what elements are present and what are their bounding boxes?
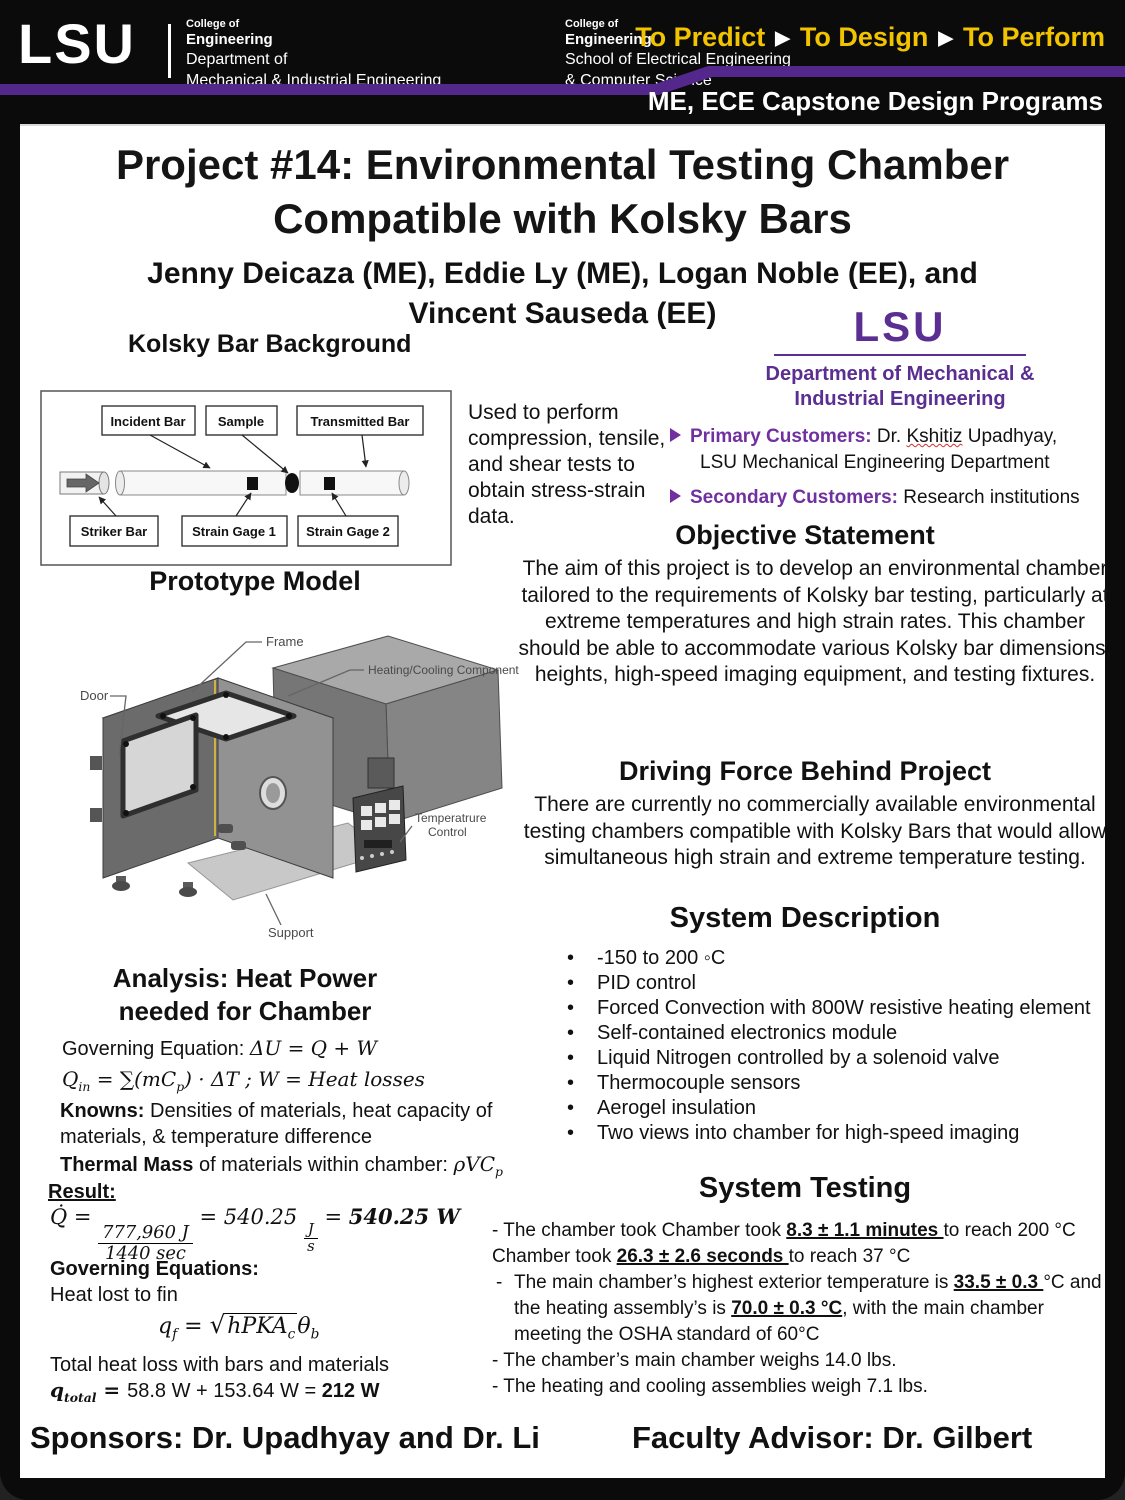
text-block <box>514 1270 1114 1348</box>
panel-bracket <box>368 758 394 788</box>
driving-force-text: There are currently no commercially available environmental testing chambers compatible with Kolsky Bars that would allow simultaneous high strain and extreme temperature testing. <box>523 793 1107 869</box>
primary-customers-line2: LSU Mechanical Engineering Department <box>700 452 1050 473</box>
bolt-icon <box>160 713 166 719</box>
test-result-line <box>492 1218 1114 1244</box>
highlighted-value: 8.3 ± 1.1 minutes <box>786 1220 944 1241</box>
subscript: in <box>78 1079 91 1094</box>
port-hole-inner <box>266 783 280 803</box>
dept-divider <box>774 354 1026 356</box>
strain-gage2-shape <box>324 477 335 490</box>
text: , with the main chamber meeting the OSHA standard of 60°C <box>514 1298 1044 1345</box>
text: °C and the heating assembly’s is <box>514 1272 1102 1319</box>
denominator: s <box>307 1238 315 1256</box>
program-banner: ME, ECE Capstone Design Programs <box>647 86 1103 116</box>
strain-gage2-label: Strain Gage 2 <box>306 524 390 539</box>
text: The main chamber’s highest exterior temperature is <box>514 1272 954 1293</box>
subscript: p <box>495 1164 503 1179</box>
primary-customers-label: Primary Customers: <box>690 426 872 447</box>
text: - The chamber took Chamber took <box>492 1220 787 1241</box>
bolt-icon <box>223 692 229 698</box>
equation: q <box>158 1314 173 1339</box>
incident-bar-shape <box>120 471 286 495</box>
latch <box>218 824 233 833</box>
door-label: Door <box>80 688 109 703</box>
dept-line2: Mechanical & Industrial Engineering <box>186 72 442 89</box>
dash-bullet: - <box>496 1272 503 1293</box>
dept-line1: Department of <box>186 51 288 68</box>
heating-cooling-label: Heating/Cooling Component <box>368 663 519 677</box>
list-item: • Two views into chamber for high-speed imaging <box>555 1121 1120 1146</box>
authors: Jenny Deicaza (ME), Eddie Ly (ME), Logan Noble (EE), and Vincent Sauseda (EE) <box>147 257 978 330</box>
header-bar <box>0 0 1125 124</box>
equation: ) · ΔT ; W = <box>184 1067 309 1091</box>
list-item: • Thermocouple sensors <box>555 1071 1120 1096</box>
incident-bar-label: Incident Bar <box>110 414 186 429</box>
equation: ΔU = Q + W <box>249 1036 378 1060</box>
primary-customers-text: Dr. <box>871 426 907 447</box>
support-label: Support <box>268 925 314 940</box>
equation: Heat losses <box>308 1067 425 1091</box>
transmitted-bar-label: Transmitted Bar <box>310 414 410 429</box>
secondary-customers-text: Research institutions <box>898 487 1080 508</box>
strain-gage1-label: Strain Gage 1 <box>192 524 276 539</box>
motto-perform: To Perform <box>962 22 1105 52</box>
striker-bar-label: Striker Bar <box>80 524 148 539</box>
governing-equation-line <box>62 1036 377 1061</box>
temperature-control-label: Temperatrure <box>415 811 487 825</box>
prototype-heading: Prototype Model <box>149 566 361 596</box>
objective-heading: Objective Statement <box>675 520 935 550</box>
frame-label: Frame <box>266 634 304 649</box>
equation: ρVC <box>453 1152 496 1176</box>
bolt-icon <box>123 810 129 816</box>
fin-equation <box>158 1310 319 1342</box>
governing-equations-label: Governing Equations: <box>50 1258 259 1280</box>
heat-lost-fin-label: Heat lost to fin <box>50 1284 178 1306</box>
transmitted-bar-shape <box>300 471 404 495</box>
driving-force-heading: Driving Force Behind Project <box>618 756 992 786</box>
text: to reach 37 °C <box>788 1246 911 1267</box>
equation-body: 58.8 W + 153.64 W = <box>127 1380 322 1402</box>
objective-text: The aim of this project is to develop an environmental chamber tailored to the requirements of Kolsky bar testing, particularly at extreme temperatures and high strain rates. This chamber should be able to accommodate various Kolsky bar dimensions, heights, high-speed imaging equipment, and testing fixtures. <box>518 557 1112 686</box>
thermal-mass-line <box>60 1152 503 1179</box>
secondary-customers-item <box>670 485 1118 511</box>
result-value: 212 W <box>321 1380 380 1402</box>
equation: = <box>96 1378 128 1402</box>
arrow-right-icon: ▶ <box>775 28 790 49</box>
highlighted-value: 33.5 ± 0.3 <box>953 1272 1044 1293</box>
bolt-icon <box>190 715 196 721</box>
equation: hPKA <box>227 1314 288 1339</box>
transmitted-bar-cap <box>399 471 409 495</box>
total-heat-equation <box>50 1378 380 1405</box>
dept-name: Department of Mechanical & Industrial Engineering <box>765 363 1035 410</box>
primary-customers-item <box>670 424 1118 476</box>
arrow-bullet-icon <box>670 428 681 442</box>
school-line2: & Computer Science <box>565 72 712 89</box>
faculty-advisor-text: Faculty Advisor: Dr. Gilbert <box>632 1420 1033 1455</box>
result-label: Result: <box>48 1181 116 1203</box>
highlighted-value: 26.3 ± 2.6 seconds <box>616 1246 789 1267</box>
equation: q <box>50 1378 64 1402</box>
bolt-icon <box>123 741 129 747</box>
kolsky-background-heading: Kolsky Bar Background <box>128 330 412 358</box>
system-testing-body <box>492 1218 1114 1400</box>
hinge <box>90 808 102 822</box>
subscript: f <box>172 1326 178 1343</box>
result-equation <box>50 1204 460 1264</box>
footer <box>20 1420 1105 1470</box>
bolt-icon <box>190 784 196 790</box>
analysis-heading: Analysis: Heat Power needed for Chamber <box>112 963 378 1026</box>
text: Densities of materials, heat capacity of materials, & temperature difference <box>60 1100 493 1148</box>
bolt-icon <box>286 713 292 719</box>
label: Knowns: <box>60 1100 145 1122</box>
strain-gage1-shape <box>247 477 258 490</box>
latch <box>231 841 246 850</box>
subscript: c <box>287 1326 296 1343</box>
result-value: 540.25 W <box>348 1204 461 1229</box>
equation: = <box>67 1205 99 1229</box>
incident-bar-cap <box>116 471 125 495</box>
kolsky-description: Used to perform compression, tensile, and shear tests to obtain stress-strain data. <box>468 401 666 528</box>
secondary-customers-label: Secondary Customers: <box>690 487 899 508</box>
test-result-line <box>492 1270 1114 1348</box>
text: to reach 200 °C <box>943 1220 1076 1241</box>
customers-list <box>670 424 1118 520</box>
text: of materials within chamber: <box>193 1154 454 1176</box>
lsu-purple-logo: LSU <box>853 303 947 350</box>
test-result-line: - The heating and cooling assemblies weigh 7.1 lbs. <box>492 1376 928 1397</box>
test-result-line: - The chamber’s main chamber weighs 14.0 lbs. <box>492 1350 897 1371</box>
college-of-label: College of <box>186 18 240 30</box>
equation: = <box>177 1314 210 1339</box>
label: Thermal Mass <box>60 1154 194 1176</box>
total-heat-loss-label: Total heat loss with bars and materials <box>50 1354 390 1376</box>
sponsors-text: Sponsors: Dr. Upadhyay and Dr. Li <box>30 1420 540 1455</box>
denominator: 1440 sec <box>105 1242 186 1264</box>
sample-shape <box>285 473 299 493</box>
fraction <box>304 1222 318 1256</box>
list-item: • PID control <box>555 971 1120 996</box>
equation: θ <box>297 1314 311 1339</box>
equation <box>50 1378 128 1405</box>
hinge <box>90 756 102 770</box>
list-item: • Liquid Nitrogen controlled by a solenoid valve <box>555 1046 1120 1071</box>
highlighted-value: 70.0 ± 0.3 °C <box>731 1298 843 1319</box>
subscript: total <box>63 1390 97 1405</box>
motto-design: To Design <box>799 22 929 52</box>
subscript: b <box>310 1326 320 1343</box>
poster-body <box>20 124 1112 1478</box>
engineering-label: Engineering <box>186 31 273 48</box>
list-item: • -150 to 200 ◦C <box>555 946 1120 971</box>
system-description-heading: System Description <box>669 902 941 934</box>
equation: = <box>317 1205 349 1229</box>
list-item: • Forced Convection with 800W resistive heating element <box>555 996 1120 1021</box>
dept-card <box>750 304 1050 412</box>
equation: Q̇ <box>50 1205 68 1229</box>
numerator: J <box>304 1222 318 1239</box>
striker-bar-cap <box>99 472 109 494</box>
numerator: 777,960 J <box>98 1223 193 1244</box>
motto-predict: To Predict <box>635 22 766 52</box>
poster-title: Project #14: Environmental Testing Chamber Compatible with Kolsky Bars <box>115 141 1010 242</box>
foot <box>112 881 130 891</box>
radical-icon: √ <box>209 1310 226 1339</box>
school-line1: School of Electrical Engineering <box>565 51 791 68</box>
arrow-bullet-icon <box>670 489 681 503</box>
subscript: p <box>176 1079 185 1094</box>
equation: Q <box>62 1067 79 1091</box>
test-result-line <box>492 1244 1114 1270</box>
college-of-label: College of <box>565 18 619 30</box>
foot <box>179 887 197 897</box>
misspelled-word: Kshitiz <box>906 426 963 447</box>
radicand <box>225 1313 297 1343</box>
kolsky-bar-diagram <box>40 390 452 566</box>
knowns-line <box>60 1098 536 1150</box>
system-testing-heading: System Testing <box>698 1172 912 1204</box>
equation <box>453 1152 503 1179</box>
sample-label: Sample <box>217 414 265 429</box>
lsu-logo: LSU <box>18 12 136 75</box>
prototype-cad-figure <box>68 608 528 940</box>
equation: = ∑(mC <box>90 1067 177 1091</box>
engineering-label: Engineering <box>565 31 652 48</box>
temperature-control-label2: Control <box>428 825 467 839</box>
qin-equation <box>62 1067 425 1094</box>
list-item: • Aerogel insulation <box>555 1096 1120 1121</box>
system-description-list <box>555 946 1120 1146</box>
bolt-icon <box>223 734 229 740</box>
text: Chamber took <box>492 1246 617 1267</box>
arrow-right-icon: ▶ <box>938 28 953 49</box>
equation: = 540.25 <box>192 1205 304 1229</box>
primary-customers-text2: Upadhyay, <box>962 426 1058 447</box>
label: Governing Equation: <box>62 1038 250 1060</box>
list-item: • Self-contained electronics module <box>555 1021 1120 1046</box>
leader-line <box>266 894 281 925</box>
